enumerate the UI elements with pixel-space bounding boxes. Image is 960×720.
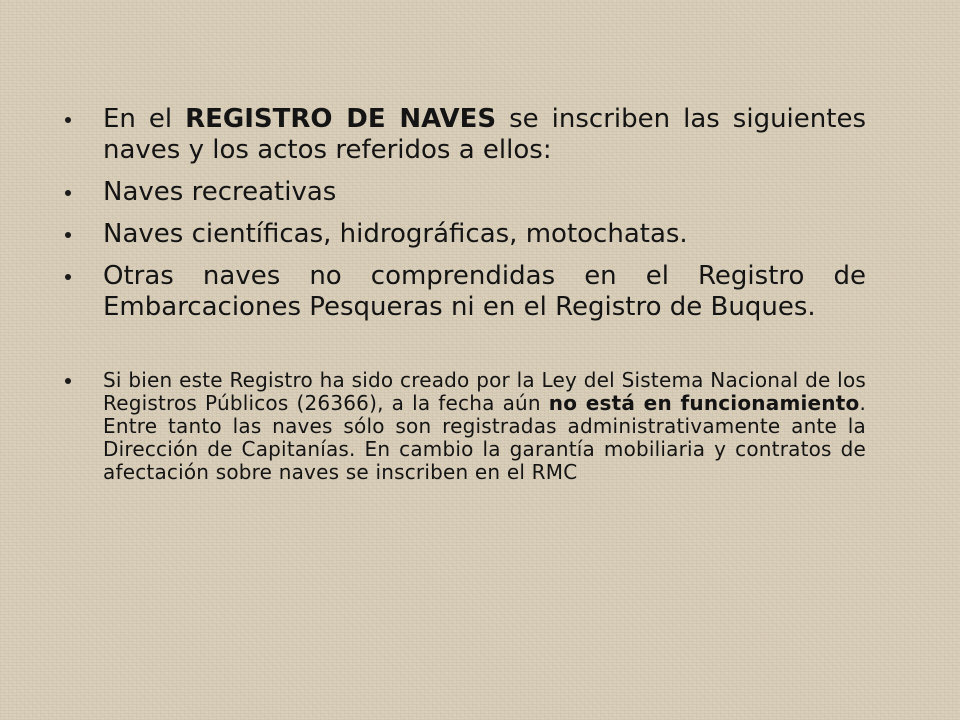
- bullet-text-post: . Entre tanto las naves sólo son registradas administrativamente ante la Dirección de Capitanías. En cambio la garantía mobiliaria y contratos de afectación sobre naves se inscriben en el RMC: [103, 391, 866, 484]
- bullet-item-otras: [62, 261, 866, 323]
- bullet-text-bold: no está en funcionamiento: [548, 391, 860, 415]
- bullet-text-pre: En el: [103, 104, 186, 134]
- bullet-text-post: se inscriben las siguientes naves y los actos referidos a ellos:: [103, 104, 866, 165]
- bullet-item-registro: [62, 104, 866, 166]
- bullet-text: Naves científicas, hidrográficas, motochatas.: [103, 219, 688, 249]
- bullet-item-cientificas: [62, 219, 866, 250]
- bullet-text-bold: REGISTRO DE NAVES: [185, 104, 497, 134]
- bullet-list: [62, 104, 866, 484]
- bullet-text: Otras naves no comprendidas en el Registro de Embarcaciones Pesqueras ni en el Registro de Buques.: [103, 261, 866, 322]
- bullet-dot-icon: [65, 378, 71, 384]
- bullet-text-pre: Si bien este Registro ha sido creado por la Ley del Sistema Nacional de los Registros Públicos (26366), a la fecha aún: [103, 368, 866, 415]
- bullet-text: Naves recreativas: [103, 177, 337, 207]
- bullet-item-nota: [62, 369, 866, 484]
- bullet-dot-icon: [65, 117, 71, 123]
- bullet-item-recreativas: [62, 177, 866, 208]
- bullet-dot-icon: [65, 190, 71, 196]
- bullet-dot-icon: [65, 274, 71, 280]
- bullet-dot-icon: [65, 232, 71, 238]
